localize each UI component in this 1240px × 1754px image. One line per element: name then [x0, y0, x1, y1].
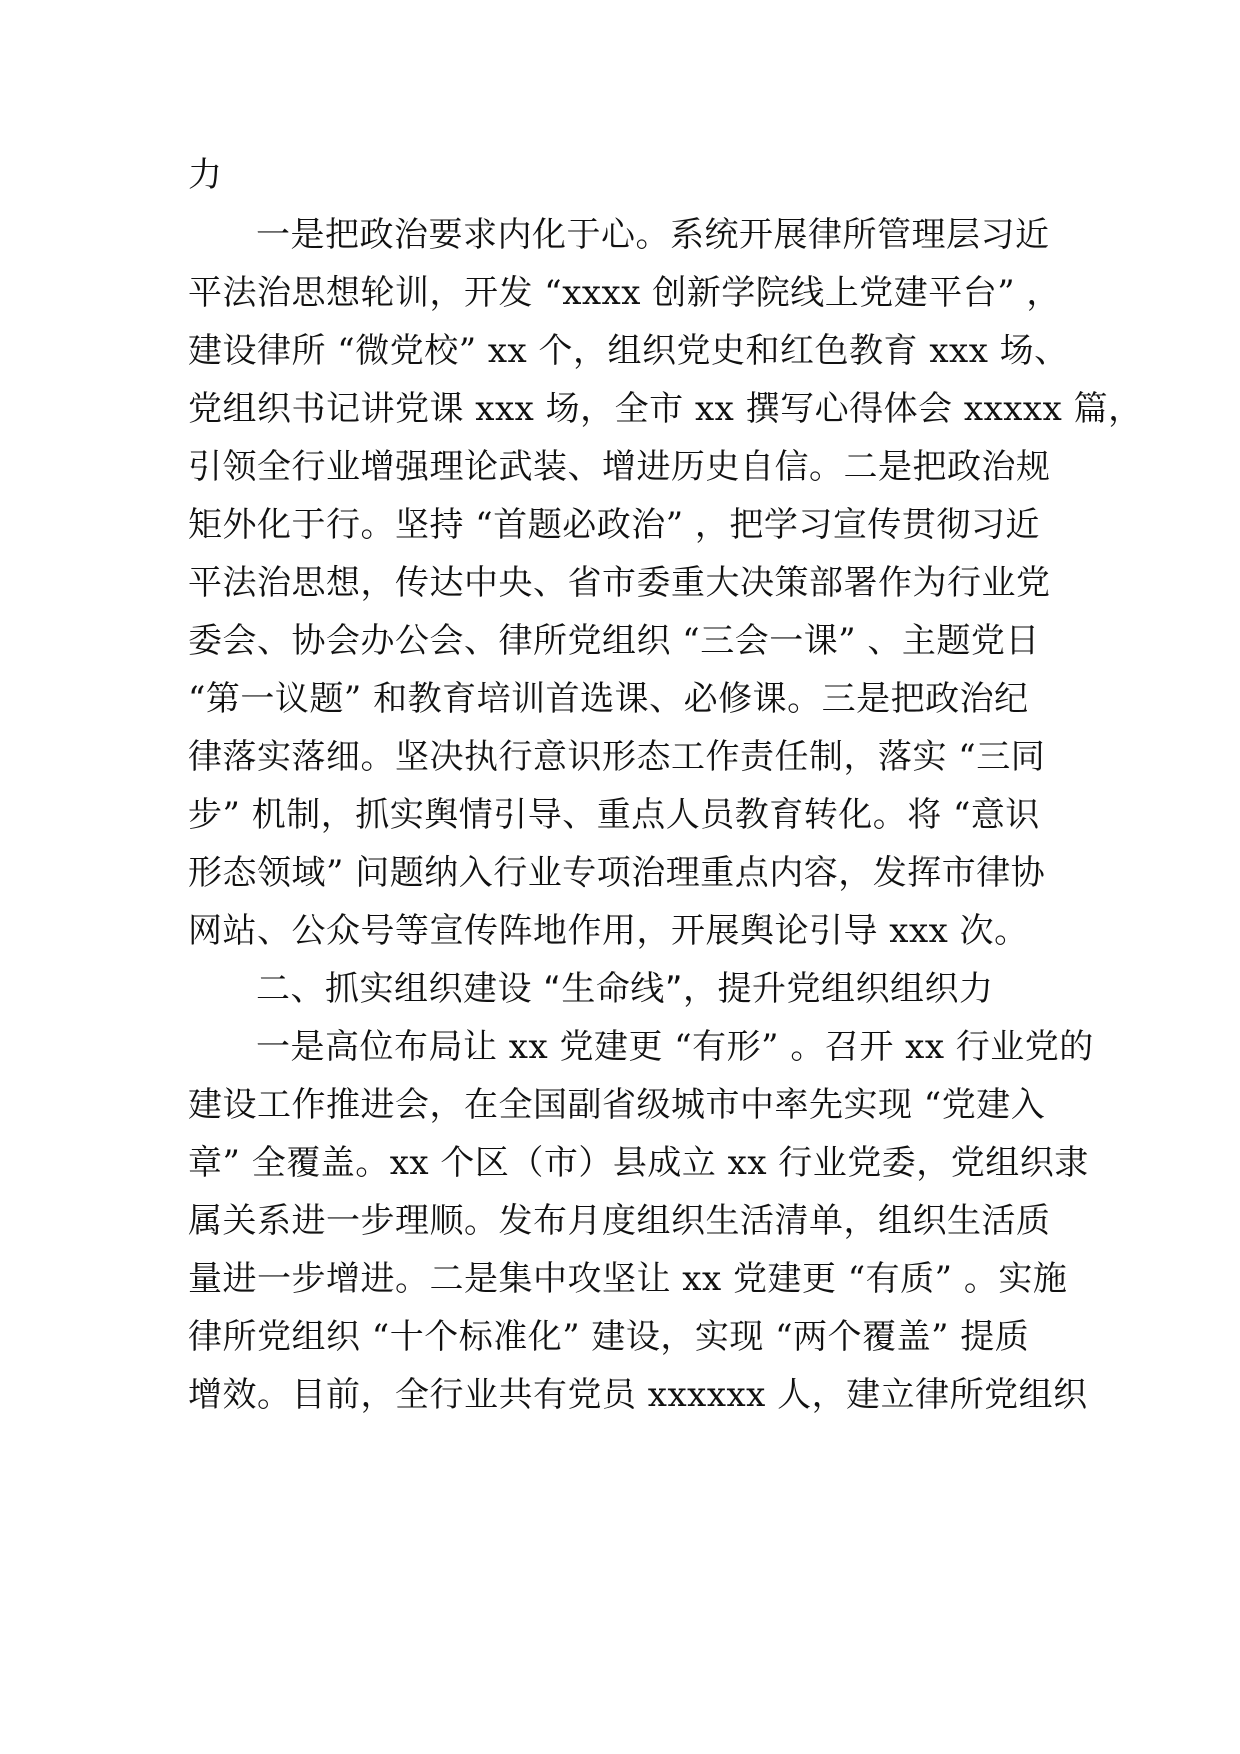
text-line: 矩外化于行。坚持 “首题必政治” ，把学习宣传贯彻习近	[188, 505, 1040, 545]
text-line: 平法治思想轮训，开发 “xxxx 创新学院线上党建平台” ，	[188, 273, 1061, 313]
text-line: 一是把政治要求内化于心。系统开展律所管理层习近	[256, 215, 1050, 255]
text-line: 属关系进一步理顺。发布月度组织生活清单，组织生活质	[188, 1201, 1051, 1241]
text-line: “第一议题” 和教育培训首选课、必修课。三是把政治纪	[188, 679, 1029, 719]
text-line: 建设律所 “微党校” xx 个，组织党史和红色教育 xxx 场、	[188, 331, 1069, 371]
text-line: 律落实落细。坚决执行意识形态工作责任制，落实 “三同	[188, 737, 1046, 777]
text-line: 量进一步增进。二是集中攻坚让 xx 党建更 “有质” 。实施	[188, 1259, 1068, 1299]
text-line: 力	[188, 155, 223, 195]
text-line: 网站、公众号等宣传阵地作用，开展舆论引导 xxx 次。	[188, 911, 1029, 951]
text-line: 步” 机制，抓实舆情引导、重点人员教育转化。将 “意识	[188, 795, 1040, 835]
text-line: 建设工作推进会，在全国副省级城市中率先实现 “党建入	[188, 1085, 1046, 1125]
text-line: 平法治思想，传达中央、省市委重大决策部署作为行业党	[188, 563, 1051, 603]
text-line: 形态领域” 问题纳入行业专项治理重点内容，发挥市律协	[188, 853, 1046, 893]
text-line: 委会、协会办公会、律所党组织 “三会一课” 、主题党日	[188, 621, 1040, 661]
text-line: 律所党组织 “十个标准化” 建设，实现 “两个覆盖” 提质	[188, 1317, 1030, 1357]
text-line: 章” 全覆盖。xx 个区（市）县成立 xx 行业党委，党组织隶	[188, 1143, 1089, 1183]
section-heading: 二、抓实组织建设 “生命线”，提升党组织组织力	[256, 969, 994, 1009]
text-line: 一是高位布局让 xx 党建更 “有形” 。召开 xx 行业党的	[256, 1027, 1094, 1067]
text-line: 党组织书记讲党课 xxx 场，全市 xx 撰写心得体会 xxxxx 篇，	[188, 389, 1143, 429]
text-line: 引领全行业增强理论武装、增进历史自信。二是把政治规	[188, 447, 1051, 487]
text-line: 增效。目前，全行业共有党员 xxxxxx 人，建立律所党组织	[188, 1375, 1088, 1415]
